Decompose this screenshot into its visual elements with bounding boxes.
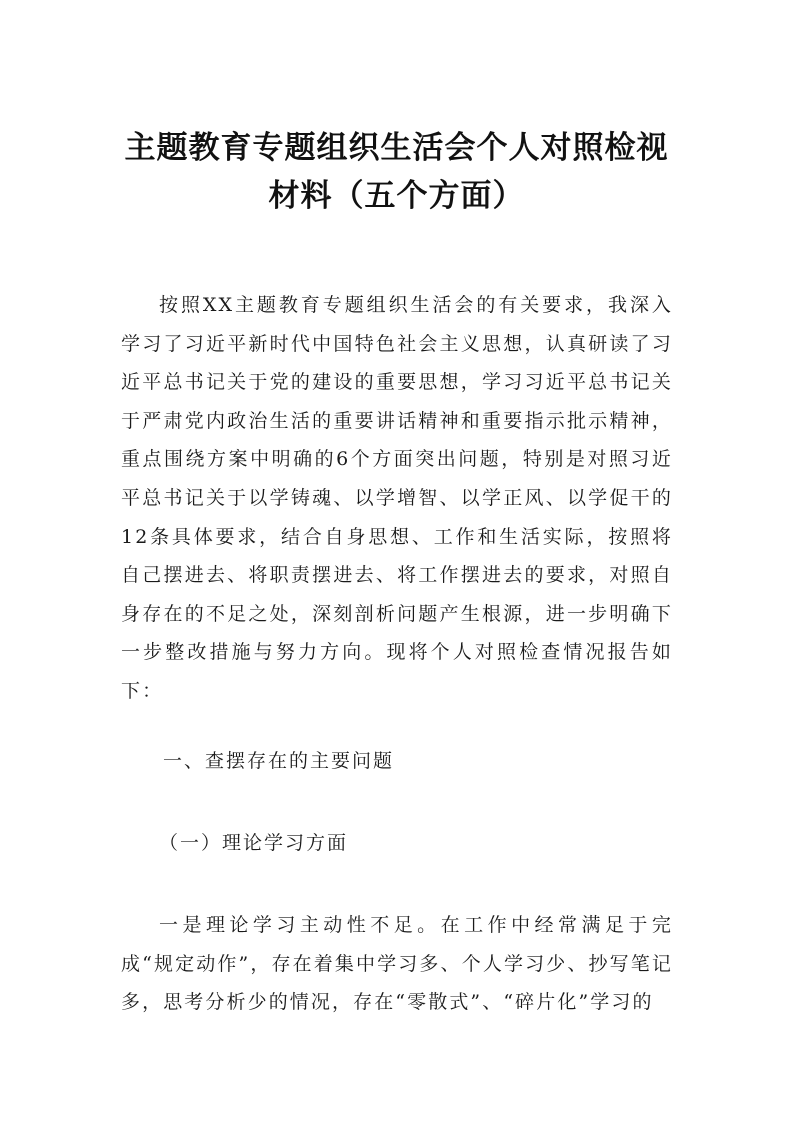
- paragraph-block: [121, 906, 673, 1022]
- intro-paragraph: 按照XX主题教育专题组织生活会的有关要求，我深入学习了习近平新时代中国特色社会主义思想，认真研读了习近平总书记关于党的建设的重要思想，学习习近平总书记关于严肃党内政治生活的重要讲话精神和重要指示批示精神，重点围绕方案中明确的6个方面突出问题，特别是对照习近平总书记关于以学铸魂、以学增智、以学正风、以学促干的12条具体要求，结合自身思想、工作和生活实际，按照将自己摆进去、将职责摆进去、将工作摆进去的要求，对照自身存在的不足之处，深刻剖析问题产生根源，进一步明确下一步整改措施与努力方向。现将个人对照检查情况报告如下：: [121, 294, 673, 702]
- document-title: 主题教育专题组织生活会个人对照检视材料（五个方面）: [124, 130, 669, 214]
- subsection-heading: （一）理论学习方面: [159, 832, 349, 854]
- body-paragraph: 一是理论学习主动性不足。在工作中经常满足于完成“规定动作”，存在着集中学习多、个人学习少、抄写笔记多，思考分析少的情况，存在“零散式”、“碎片化”学习的: [121, 914, 673, 1014]
- intro-block: [121, 286, 673, 711]
- section-heading: 一、查摆存在的主要问题: [163, 750, 395, 772]
